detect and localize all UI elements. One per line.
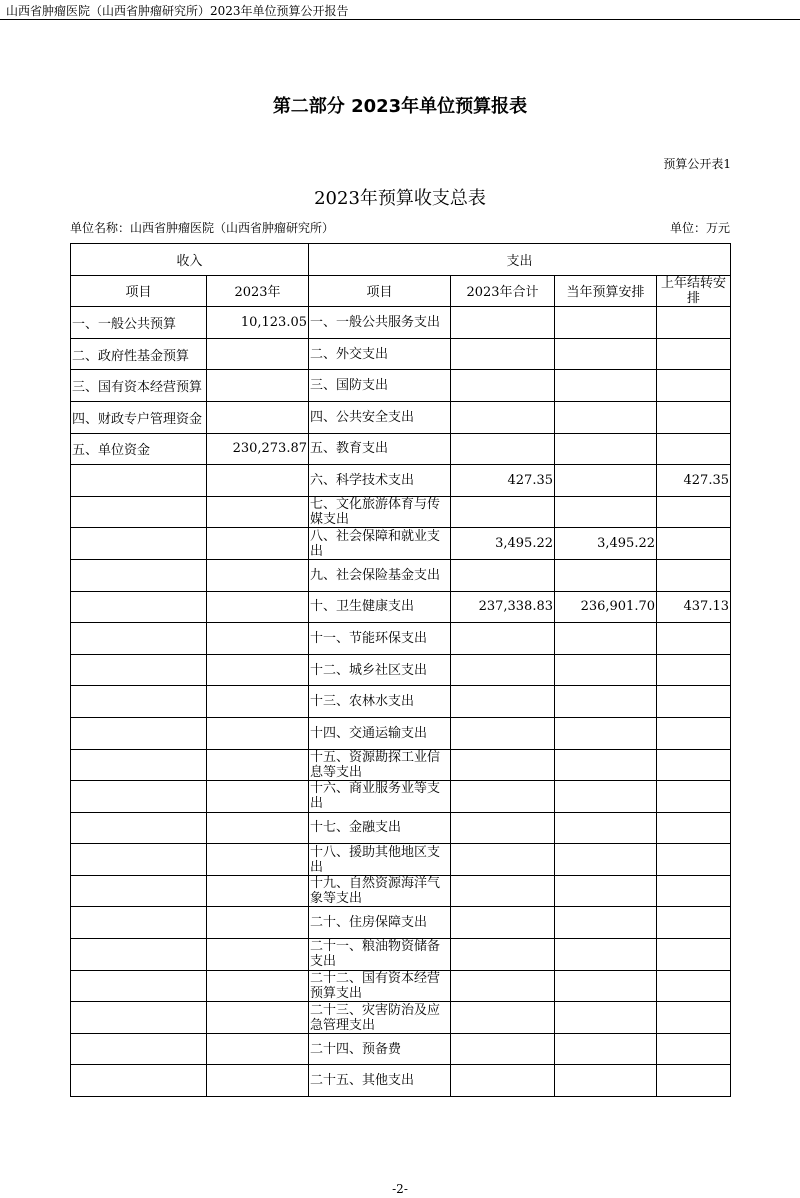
expense-carryover-cell bbox=[657, 654, 731, 686]
expense-total-cell bbox=[451, 307, 555, 339]
running-header: 山西省肿瘤医院（山西省肿瘤研究所）2023年单位预算公开报告 bbox=[6, 4, 349, 18]
table-row bbox=[71, 654, 731, 686]
expense-item-cell: 十四、交通运输支出 bbox=[309, 717, 451, 749]
expense-item-cell: 二十、住房保障支出 bbox=[309, 907, 451, 939]
table-row bbox=[71, 939, 731, 971]
income-item-cell bbox=[71, 939, 207, 971]
expense-total-cell bbox=[451, 812, 555, 844]
expense-group-header: 支出 bbox=[309, 244, 731, 276]
income-amount-cell: 10,123.05 bbox=[207, 307, 309, 339]
table-row bbox=[71, 907, 731, 939]
income-amount-cell bbox=[207, 654, 309, 686]
expense-current-cell bbox=[555, 623, 657, 655]
expense-current-cell bbox=[555, 686, 657, 718]
table-row bbox=[71, 370, 731, 402]
expense-item-cell: 十八、援助其他地区支出 bbox=[309, 844, 451, 876]
income-amount-cell bbox=[207, 875, 309, 907]
expense-current-cell bbox=[555, 875, 657, 907]
expense-current-cell bbox=[555, 433, 657, 465]
expense-current-cell bbox=[555, 749, 657, 781]
income-item-cell bbox=[71, 749, 207, 781]
income-item-cell bbox=[71, 844, 207, 876]
expense-carryover-cell bbox=[657, 307, 731, 339]
income-amount-cell bbox=[207, 559, 309, 591]
expense-total-cell bbox=[451, 939, 555, 971]
expense-carryover-cell bbox=[657, 686, 731, 718]
income-item-cell bbox=[71, 686, 207, 718]
income-item-cell bbox=[71, 970, 207, 1002]
income-item-cell bbox=[71, 623, 207, 655]
expense-carryover-cell bbox=[657, 1002, 731, 1034]
table-row bbox=[71, 1065, 731, 1097]
income-item-cell bbox=[71, 496, 207, 528]
expense-total-header: 2023年合计 bbox=[451, 275, 555, 307]
expense-item-cell: 十六、商业服务业等支出 bbox=[309, 781, 451, 813]
expense-item-cell: 八、社会保障和就业支出 bbox=[309, 528, 451, 560]
expense-item-cell: 二十五、其他支出 bbox=[309, 1065, 451, 1097]
income-amount-cell bbox=[207, 338, 309, 370]
expense-item-cell: 九、社会保险基金支出 bbox=[309, 559, 451, 591]
expense-total-cell bbox=[451, 370, 555, 402]
currency-unit: 单位：万元 bbox=[669, 221, 730, 235]
expense-current-cell bbox=[555, 370, 657, 402]
expense-current-cell bbox=[555, 907, 657, 939]
table-row bbox=[71, 338, 731, 370]
income-amount-cell bbox=[207, 781, 309, 813]
income-amount-cell: 230,273.87 bbox=[207, 433, 309, 465]
expense-total-cell bbox=[451, 1002, 555, 1034]
income-item-cell bbox=[71, 591, 207, 623]
expense-total-cell bbox=[451, 1033, 555, 1065]
expense-carryover-cell bbox=[657, 1065, 731, 1097]
income-item-cell: 三、国有资本经营预算 bbox=[71, 370, 207, 402]
table-row bbox=[71, 970, 731, 1002]
expense-total-cell: 3,495.22 bbox=[451, 528, 555, 560]
table-row bbox=[71, 717, 731, 749]
expense-carryover-header: 上年结转安排 bbox=[657, 275, 731, 307]
expense-item-cell: 一、一般公共服务支出 bbox=[309, 307, 451, 339]
expense-item-cell: 四、公共安全支出 bbox=[309, 401, 451, 433]
table-row bbox=[71, 686, 731, 718]
income-amount-cell bbox=[207, 1002, 309, 1034]
table-row bbox=[71, 1033, 731, 1065]
expense-current-cell bbox=[555, 939, 657, 971]
expense-item-header: 项目 bbox=[309, 275, 451, 307]
income-item-cell: 四、财政专户管理资金 bbox=[71, 401, 207, 433]
expense-carryover-cell bbox=[657, 844, 731, 876]
expense-total-cell: 237,338.83 bbox=[451, 591, 555, 623]
income-amount-cell bbox=[207, 496, 309, 528]
expense-item-cell: 二、外交支出 bbox=[309, 338, 451, 370]
income-group-header: 收入 bbox=[71, 244, 309, 276]
expense-item-cell: 七、文化旅游体育与传媒支出 bbox=[309, 496, 451, 528]
income-amount-cell bbox=[207, 623, 309, 655]
expense-total-cell bbox=[451, 875, 555, 907]
expense-current-cell bbox=[555, 844, 657, 876]
expense-total-cell bbox=[451, 686, 555, 718]
income-item-cell bbox=[71, 1065, 207, 1097]
income-amount-cell bbox=[207, 1065, 309, 1097]
expense-carryover-cell: 427.35 bbox=[657, 465, 731, 497]
expense-carryover-cell bbox=[657, 781, 731, 813]
expense-current-cell bbox=[555, 781, 657, 813]
expense-total-cell: 427.35 bbox=[451, 465, 555, 497]
table-row bbox=[71, 1002, 731, 1034]
expense-carryover-cell bbox=[657, 401, 731, 433]
expense-carryover-cell bbox=[657, 370, 731, 402]
expense-item-cell: 十三、农林水支出 bbox=[309, 686, 451, 718]
expense-current-cell bbox=[555, 559, 657, 591]
expense-total-cell bbox=[451, 781, 555, 813]
expense-total-cell bbox=[451, 1065, 555, 1097]
expense-item-cell: 十七、金融支出 bbox=[309, 812, 451, 844]
table-row bbox=[71, 623, 731, 655]
income-amount-cell bbox=[207, 717, 309, 749]
unit-name: 单位名称：山西省肿瘤医院（山西省肿瘤研究所） bbox=[70, 221, 335, 235]
expense-item-cell: 二十四、预备费 bbox=[309, 1033, 451, 1065]
expense-current-cell bbox=[555, 1033, 657, 1065]
expense-item-cell: 五、教育支出 bbox=[309, 433, 451, 465]
table-row bbox=[71, 528, 731, 560]
budget-summary-table bbox=[70, 243, 731, 1097]
table-row bbox=[71, 591, 731, 623]
expense-carryover-cell bbox=[657, 559, 731, 591]
table-title: 2023年预算收支总表 bbox=[314, 188, 486, 209]
part-title: 第二部分 2023年单位预算报表 bbox=[272, 96, 528, 117]
income-item-cell bbox=[71, 717, 207, 749]
expense-total-cell bbox=[451, 338, 555, 370]
table-row bbox=[71, 781, 731, 813]
income-amount-cell bbox=[207, 686, 309, 718]
expense-current-cell bbox=[555, 1002, 657, 1034]
expense-item-cell: 十、卫生健康支出 bbox=[309, 591, 451, 623]
expense-current-cell bbox=[555, 496, 657, 528]
expense-carryover-cell bbox=[657, 623, 731, 655]
expense-total-cell bbox=[451, 970, 555, 1002]
income-amount-cell bbox=[207, 749, 309, 781]
income-amount-cell bbox=[207, 370, 309, 402]
income-item-header: 项目 bbox=[71, 275, 207, 307]
income-amount-cell bbox=[207, 528, 309, 560]
expense-total-cell bbox=[451, 623, 555, 655]
table-row bbox=[71, 749, 731, 781]
table-row bbox=[71, 307, 731, 339]
expense-current-cell bbox=[555, 307, 657, 339]
expense-current-cell: 3,495.22 bbox=[555, 528, 657, 560]
expense-current-cell: 236,901.70 bbox=[555, 591, 657, 623]
table-row bbox=[71, 559, 731, 591]
income-amount-cell bbox=[207, 812, 309, 844]
page-number: -2- bbox=[392, 1182, 408, 1196]
expense-item-cell: 六、科学技术支出 bbox=[309, 465, 451, 497]
income-amount-cell bbox=[207, 1033, 309, 1065]
income-item-cell: 五、单位资金 bbox=[71, 433, 207, 465]
expense-carryover-cell bbox=[657, 528, 731, 560]
expense-carryover-cell bbox=[657, 970, 731, 1002]
expense-current-cell bbox=[555, 338, 657, 370]
income-amount-cell bbox=[207, 970, 309, 1002]
expense-carryover-cell bbox=[657, 875, 731, 907]
expense-carryover-cell bbox=[657, 496, 731, 528]
expense-carryover-cell bbox=[657, 939, 731, 971]
income-item-cell bbox=[71, 654, 207, 686]
income-amount-cell bbox=[207, 844, 309, 876]
table-row bbox=[71, 401, 731, 433]
income-amount-cell bbox=[207, 907, 309, 939]
expense-current-header: 当年预算安排 bbox=[555, 275, 657, 307]
expense-item-cell: 三、国防支出 bbox=[309, 370, 451, 402]
income-amount-cell bbox=[207, 591, 309, 623]
expense-current-cell bbox=[555, 654, 657, 686]
table-row bbox=[71, 844, 731, 876]
expense-current-cell bbox=[555, 812, 657, 844]
income-amount-header: 2023年 bbox=[207, 275, 309, 307]
expense-current-cell bbox=[555, 717, 657, 749]
expense-carryover-cell: 437.13 bbox=[657, 591, 731, 623]
expense-item-cell: 二十三、灾害防治及应急管理支出 bbox=[309, 1002, 451, 1034]
income-item-cell bbox=[71, 812, 207, 844]
expense-item-cell: 二十一、粮油物资储备支出 bbox=[309, 939, 451, 971]
expense-carryover-cell bbox=[657, 907, 731, 939]
income-amount-cell bbox=[207, 401, 309, 433]
expense-carryover-cell bbox=[657, 812, 731, 844]
table-row bbox=[71, 812, 731, 844]
header-rule bbox=[0, 19, 800, 20]
unit-info-row bbox=[70, 219, 730, 236]
table-row bbox=[71, 496, 731, 528]
expense-carryover-cell bbox=[657, 1033, 731, 1065]
income-item-cell bbox=[71, 528, 207, 560]
income-item-cell bbox=[71, 465, 207, 497]
expense-item-cell: 十九、自然资源海洋气象等支出 bbox=[309, 875, 451, 907]
expense-current-cell bbox=[555, 1065, 657, 1097]
income-item-cell: 二、政府性基金预算 bbox=[71, 338, 207, 370]
income-item-cell bbox=[71, 907, 207, 939]
expense-carryover-cell bbox=[657, 749, 731, 781]
income-item-cell bbox=[71, 1033, 207, 1065]
income-item-cell bbox=[71, 559, 207, 591]
income-item-cell bbox=[71, 1002, 207, 1034]
expense-current-cell bbox=[555, 401, 657, 433]
income-amount-cell bbox=[207, 939, 309, 971]
income-amount-cell bbox=[207, 465, 309, 497]
income-item-cell: 一、一般公共预算 bbox=[71, 307, 207, 339]
expense-item-cell: 十二、城乡社区支出 bbox=[309, 654, 451, 686]
table-row bbox=[71, 433, 731, 465]
expense-total-cell bbox=[451, 496, 555, 528]
expense-current-cell bbox=[555, 465, 657, 497]
expense-item-cell: 十一、节能环保支出 bbox=[309, 623, 451, 655]
expense-total-cell bbox=[451, 654, 555, 686]
income-item-cell bbox=[71, 875, 207, 907]
expense-total-cell bbox=[451, 559, 555, 591]
table-row bbox=[71, 465, 731, 497]
table-row bbox=[71, 875, 731, 907]
table-number: 预算公开表1 bbox=[663, 157, 731, 171]
expense-total-cell bbox=[451, 844, 555, 876]
expense-total-cell bbox=[451, 433, 555, 465]
expense-total-cell bbox=[451, 717, 555, 749]
expense-item-cell: 十五、资源勘探工业信息等支出 bbox=[309, 749, 451, 781]
expense-carryover-cell bbox=[657, 433, 731, 465]
expense-total-cell bbox=[451, 907, 555, 939]
expense-carryover-cell bbox=[657, 338, 731, 370]
expense-total-cell bbox=[451, 749, 555, 781]
expense-carryover-cell bbox=[657, 717, 731, 749]
expense-total-cell bbox=[451, 401, 555, 433]
expense-item-cell: 二十二、国有资本经营预算支出 bbox=[309, 970, 451, 1002]
income-item-cell bbox=[71, 781, 207, 813]
expense-current-cell bbox=[555, 970, 657, 1002]
